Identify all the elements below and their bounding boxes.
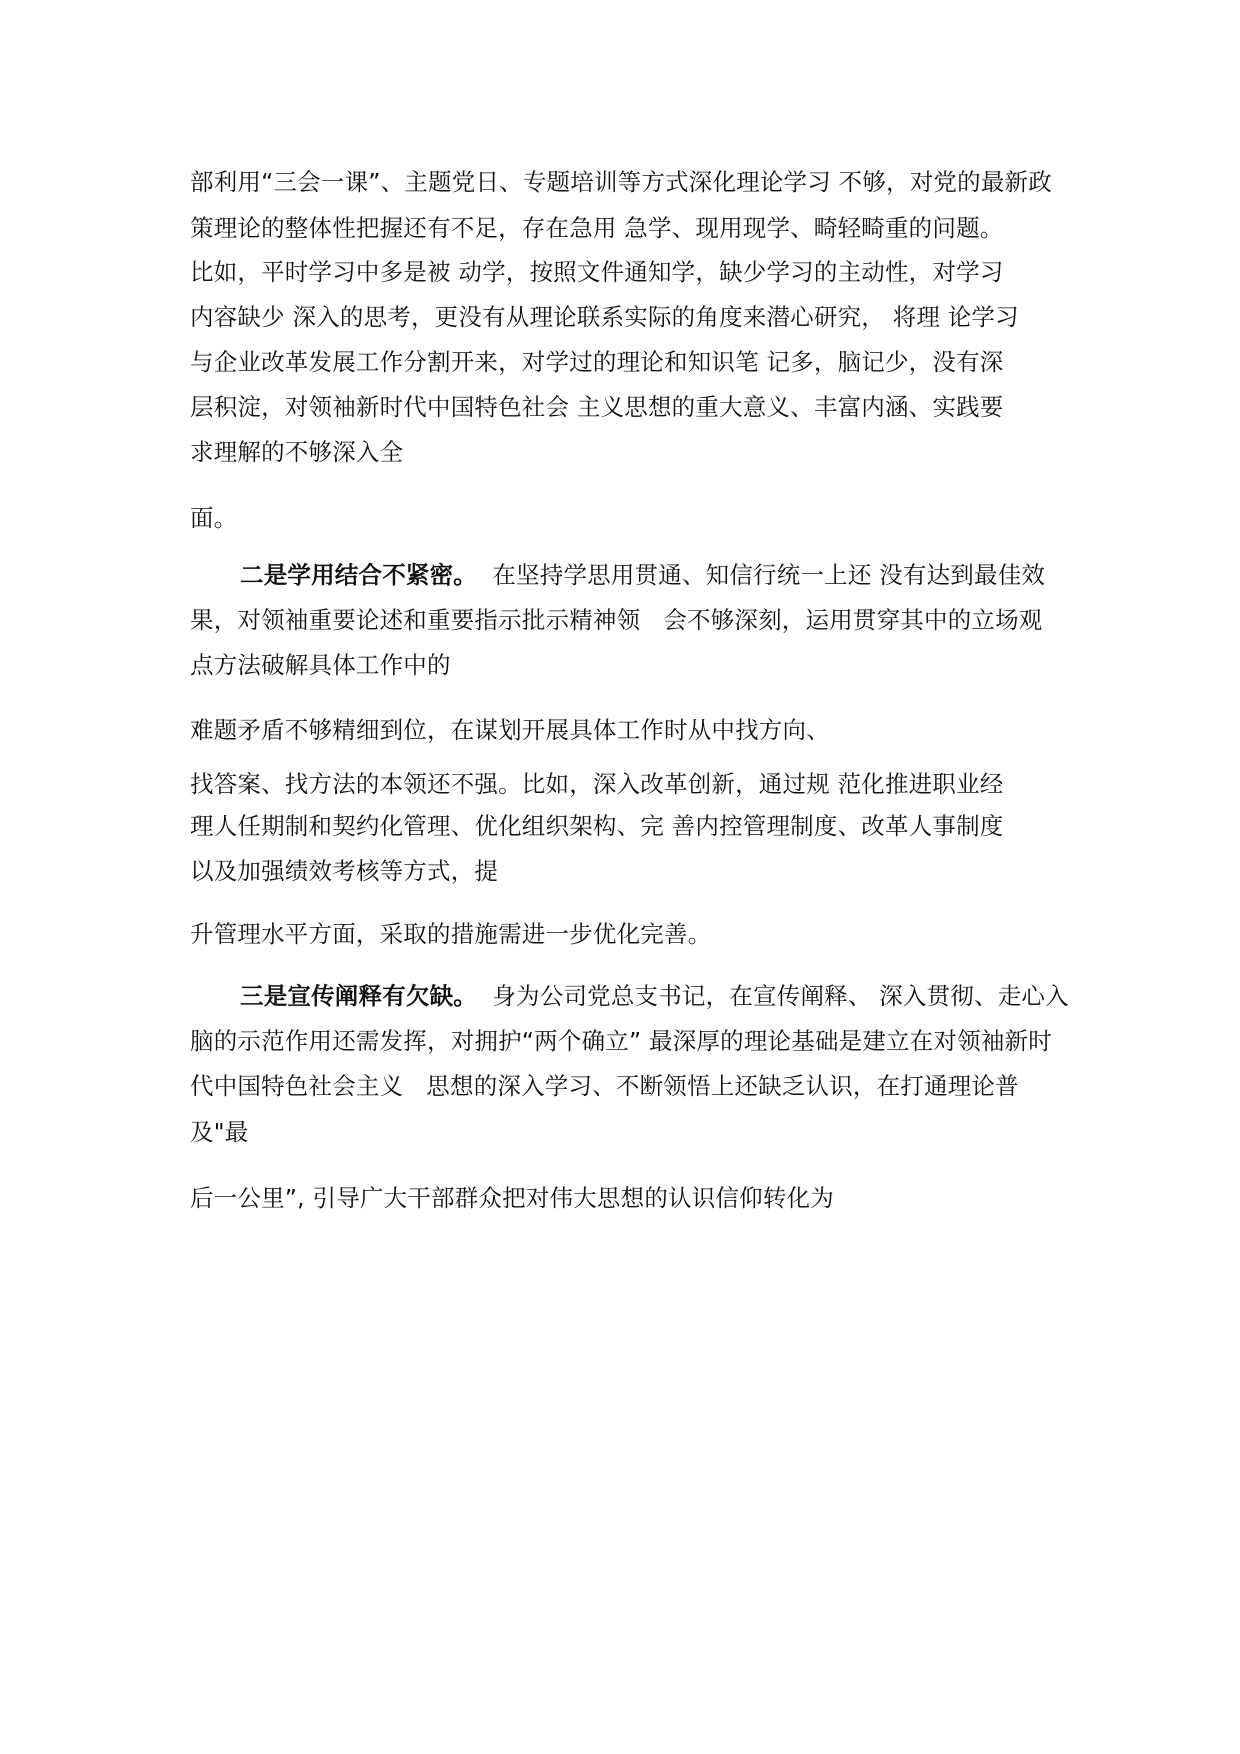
paragraph2-first-line xyxy=(240,559,1045,591)
paragraph3-line-4: 及"最 xyxy=(190,1118,249,1146)
paragraph3-first-line xyxy=(240,980,1069,1012)
paragraph2-line-6: 理人任期制和契约化管理、优化组织架构、完 善内控管理制度、改革人事制度 xyxy=(190,812,1004,840)
paragraph3-heading: 三是宣传阐释有欠缺。 xyxy=(240,982,477,1010)
paragraph2-lead: 在坚持学思用贯通、知信行统一上还 没有达到最佳效 xyxy=(477,561,1046,589)
paragraph2-line-7: 以及加强绩效考核等方式，提 xyxy=(190,857,499,885)
paragraph1-line-7: 求理解的不够深入全 xyxy=(190,438,404,466)
paragraph1-line-6: 层积淀，对领袖新时代中国特色社会 主义思想的重大意义、丰富内涵、实践要 xyxy=(190,393,1004,421)
paragraph2-line-8: 升管理水平方面，采取的措施需进一步优化完善。 xyxy=(190,920,712,948)
paragraph2-heading: 二是学用结合不紧密。 xyxy=(240,561,477,589)
paragraph1-line-5: 与企业改革发展工作分割开来，对学过的理论和知识笔 记多，脑记少，没有深 xyxy=(190,348,1004,376)
paragraph3-line-3: 代中国特色社会主义 思想的深入学习、不断领悟上还缺乏认识，在打通理论普 xyxy=(190,1072,1019,1100)
paragraph2-line-3: 点方法破解具体工作中的 xyxy=(190,651,451,679)
paragraph3-line-5: 后一公里”, 引导广大干部群众把对伟大思想的认识信仰转化为 xyxy=(190,1184,834,1212)
paragraph3-lead: 身为公司党总支书记，在宣传阐释、 深入贯彻、走心入 xyxy=(477,982,1069,1010)
paragraph2-line-2: 果，对领袖重要论述和重要指示批示精神领 会不够深刻，运用贯穿其中的立场观 xyxy=(190,606,1043,634)
paragraph1-line-3: 比如，平时学习中多是被 动学，按照文件通知学，缺少学习的主动性，对学习 xyxy=(190,258,1004,286)
paragraph2-line-5: 找答案、找方法的本领还不强。比如，深入改革创新，通过规 范化推进职业经 xyxy=(190,770,1004,798)
paragraph1-line-1: 部利用“三会一课”、主题党日、专题培训等方式深化理论学习 不够，对党的最新政 xyxy=(190,168,1052,196)
paragraph2-line-4: 难题矛盾不够精细到位，在谋划开展具体工作时从中找方向、 xyxy=(190,716,830,744)
paragraph3-line-2: 脑的示范作用还需发挥，对拥护“两个确立” 最深厚的理论基础是建立在对领袖新时 xyxy=(190,1027,1052,1055)
paragraph1-line-4: 内容缺少 深入的思考，更没有从理论联系实际的角度来潜心研究， 将理 论学习 xyxy=(190,303,1019,331)
paragraph1-line-2: 策理论的整体性把握还有不足，存在急用 急学、现用现学、畸轻畸重的问题。 xyxy=(190,214,1004,242)
paragraph1-line-8: 面。 xyxy=(190,504,238,532)
